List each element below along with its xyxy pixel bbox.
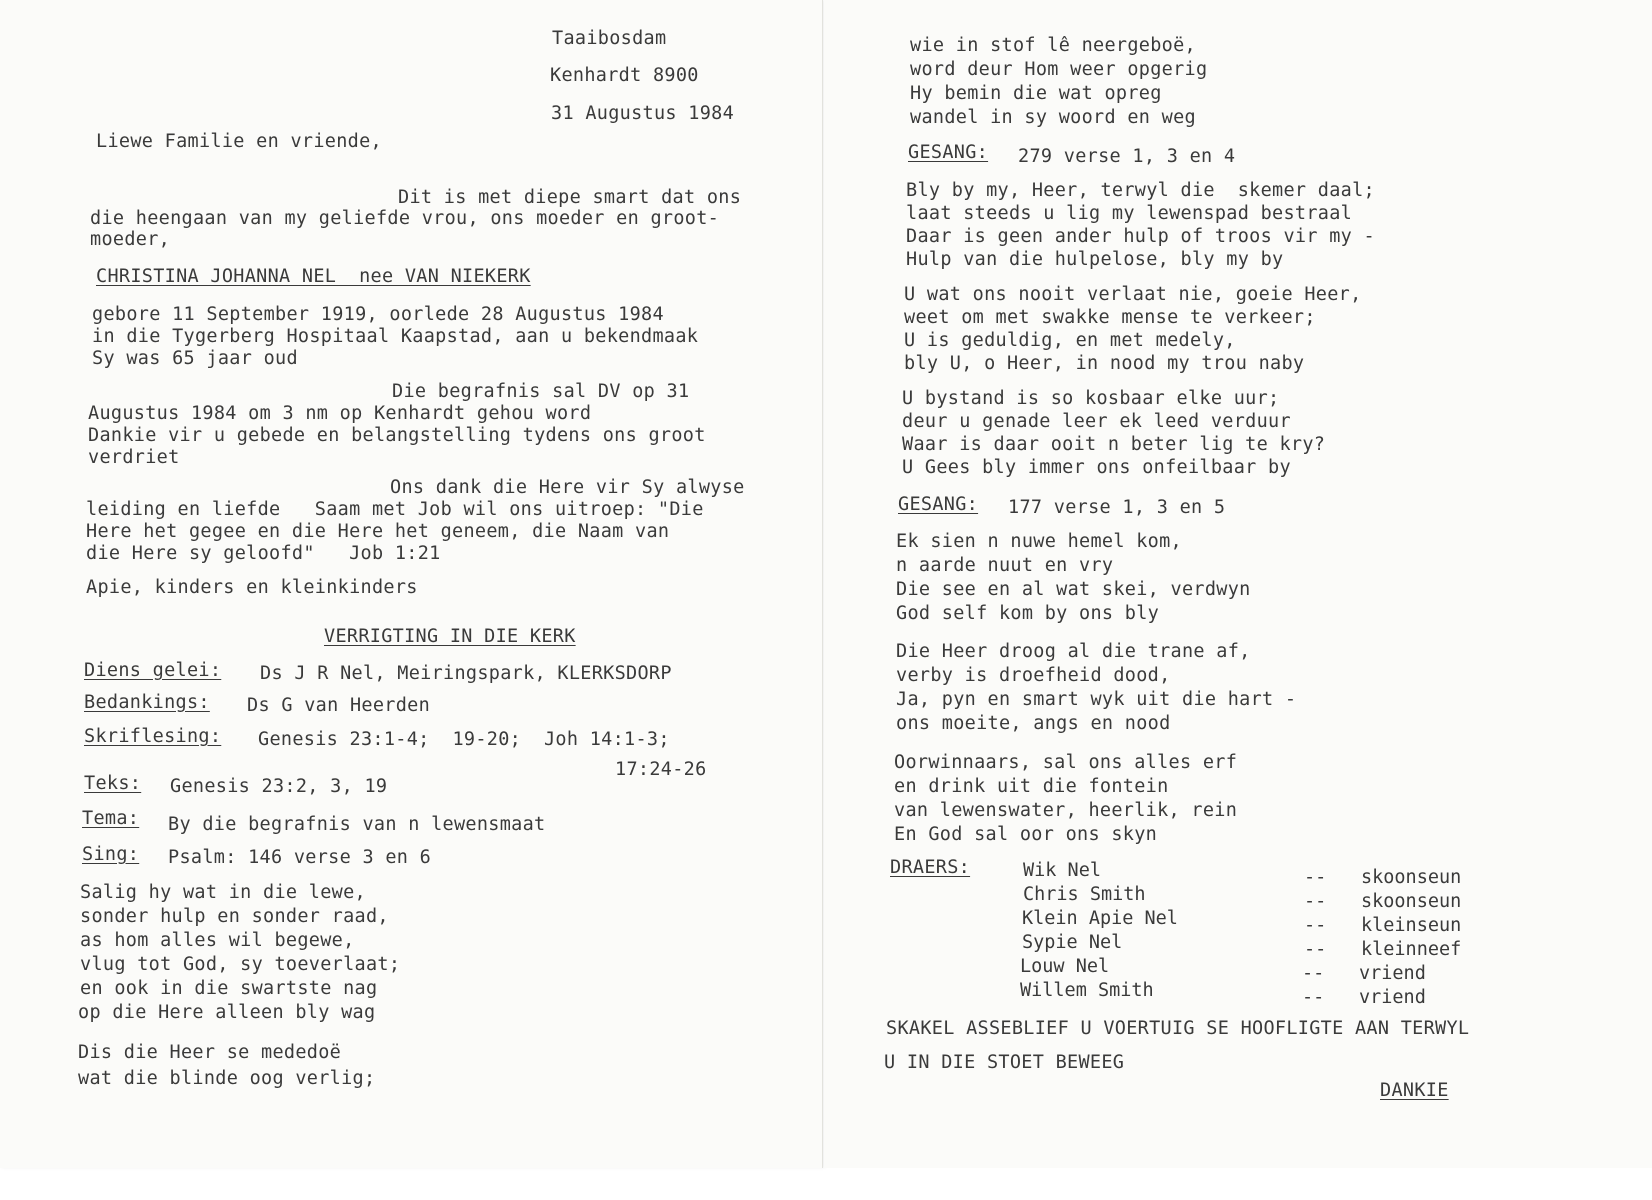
reading-value: Genesis 23:1-4; 19-20; Joh 14:1-3; [258,729,670,750]
psalm-cont-line-2: word deur Hom weer opgerig [910,59,1208,80]
psalm-line-7: Dis die Heer se mededoë [78,1042,342,1063]
thanks-value: Ds G van Heerden [247,695,431,716]
psalm-line-3: as hom alles wil begewe, [80,930,355,951]
g1-s1-line-1: Bly by my, Heer, terwyl die skemer daal; [906,180,1375,201]
bearer-name: Klein Apie Nel [1022,908,1178,929]
details-line-3: Sy was 65 jaar oud [92,348,298,369]
g2-s3-line-4: En God sal oor ons skyn [894,824,1158,845]
deceased-name: CHRISTINA JOHANNA NEL nee VAN NIEKERK [96,266,531,287]
intro-line-2: die heengaan van my geliefde vrou, ons moeder en groot- [90,208,720,229]
address-line-1: Taaibosdam [552,28,667,49]
g1-s2-line-3: U is geduldig, en met medely, [904,330,1236,351]
bearer-dash: -- [1304,891,1327,912]
psalm-line-8: wat die blinde oog verlig; [78,1068,376,1089]
bearer-relation: kleinneef [1361,939,1462,960]
funeral-line-2: Augustus 1984 om 3 nm op Kenhardt gehou word [88,403,592,424]
g1-s2-line-1: U wat ons nooit verlaat nie, goeie Heer, [904,284,1362,305]
left-page [0,0,823,1168]
service-heading: VERRIGTING IN DIE KERK [324,626,576,647]
theme-label: Tema: [82,808,140,829]
bearer-dash: -- [1304,915,1327,936]
g2-s2-line-3: Ja, pyn en smart wyk uit die hart - [896,689,1297,710]
g1-s2-line-4: bly U, o Heer, in nood my trou naby [904,353,1305,374]
leader-label: Diens gelei: [84,660,222,681]
g2-s3-line-1: Oorwinnaars, sal ons alles erf [894,752,1238,773]
bearer-dash: -- [1302,963,1325,984]
g2-s1-line-3: Die see en al wat skei, verdwyn [896,579,1251,600]
funeral-line-3: Dankie vir u gebede en belangstelling tydens ons groot [88,425,706,446]
address-line-2: Kenhardt 8900 [550,65,699,86]
g1-s3-line-1: U bystand is so kosbaar elke uur; [902,388,1280,409]
bearer-name: Willem Smith [1020,980,1154,1001]
sing-value: Psalm: 146 verse 3 en 6 [168,847,432,868]
greeting: Liewe Familie en vriende, [96,131,382,152]
psalm-line-5: en ook in die swartste nag [80,978,378,999]
g2-s1-line-2: n aarde nuut en vry [896,555,1114,576]
psalm-line-4: vlug tot God, sy toeverlaat; [80,954,401,975]
gesang2-label: GESANG: [898,494,979,515]
leader-value: Ds J R Nel, Meiringspark, KLERKSDORP [260,663,672,684]
g1-s3-line-3: Waar is daar ooit n beter lig te kry? [902,434,1326,455]
g1-s1-line-4: Hulp van die hulpelose, bly my by [906,249,1284,270]
reading-value-2: 17:24-26 [615,759,707,780]
psalm-cont-line-1: wie in stof lê neergeboë, [910,35,1196,56]
reading-label: Skriflesing: [84,726,222,747]
g2-s2-line-4: ons moeite, angs en nood [896,713,1171,734]
funeral-line-1: Die begrafnis sal DV op 31 [392,381,690,402]
notice-line-2: U IN DIE STOET BEWEEG [884,1052,1125,1073]
bearer-dash: -- [1304,939,1327,960]
gesang1-value: 279 verse 1, 3 en 4 [1018,146,1236,167]
g1-s1-line-3: Daar is geen ander hulp of troos vir my - [906,226,1375,247]
thanks-line-1: Ons dank die Here vir Sy alwyse [390,477,745,498]
g1-s3-line-4: U Gees bly immer ons onfeilbaar by [902,457,1291,478]
right-page [824,0,1652,1168]
details-line-1: gebore 11 September 1919, oorlede 28 Augustus 1984 [92,304,664,325]
psalm-line-2: sonder hulp en sonder raad, [80,906,389,927]
g2-s1-line-1: Ek sien n nuwe hemel kom, [896,531,1182,552]
bearer-dash: -- [1304,867,1327,888]
text-label: Teks: [84,773,142,794]
g1-s3-line-2: deur u genade leer ek leed verduur [902,411,1291,432]
g1-s1-line-2: laat steeds u lig my lewenspad bestraal [906,203,1353,224]
psalm-cont-line-3: Hy bemin die wat opreg [910,83,1162,104]
bearer-name: Chris Smith [1023,884,1146,905]
bearer-relation: vriend [1359,987,1426,1008]
bearer-name: Sypie Nel [1022,932,1123,953]
bearer-dash: -- [1302,987,1325,1008]
bearer-name: Louw Nel [1020,956,1110,977]
bearer-relation: kleinseun [1361,915,1462,936]
psalm-cont-line-4: wandel in sy woord en weg [910,107,1196,128]
g2-s2-line-1: Die Heer droog al die trane af, [896,641,1251,662]
intro-line-3: moeder, [90,229,171,250]
notice-line-1: SKAKEL ASSEBLIEF U VOERTUIG SE HOOFLIGTE AAN TERWYL [886,1018,1470,1039]
signoff: Apie, kinders en kleinkinders [86,577,418,598]
thanks-label: Bedankings: [84,692,210,713]
text-value: Genesis 23:2, 3, 19 [170,776,388,797]
psalm-line-6: op die Here alleen bly wag [78,1002,376,1023]
gesang2-value: 177 verse 1, 3 en 5 [1008,497,1226,518]
details-line-2: in die Tygerberg Hospitaal Kaapstad, aan u bekendmaak [92,326,699,347]
funeral-line-4: verdriet [88,447,180,468]
psalm-line-1: Salig hy wat in die lewe, [80,882,366,903]
sing-label: Sing: [82,844,140,865]
bearer-relation: skoonseun [1361,891,1462,912]
g2-s1-line-4: God self kom by ons bly [896,603,1160,624]
intro-line-1: Dit is met diepe smart dat ons [398,187,742,208]
g2-s3-line-3: van lewenswater, heerlik, rein [894,800,1238,821]
thanks-line-3: Here het gegee en die Here het geneem, die Naam van [86,521,670,542]
bearer-relation: vriend [1359,963,1426,984]
gesang1-label: GESANG: [908,142,989,163]
bearer-name: Wik Nel [1023,860,1101,881]
thanks-line-4: die Here sy geloofd" Job 1:21 [86,543,441,564]
closing-thanks: DANKIE [1380,1080,1449,1101]
g2-s2-line-2: verby is droefheid dood, [896,665,1171,686]
g2-s3-line-2: en drink uit die fontein [894,776,1169,797]
bearer-relation: skoonseun [1361,867,1462,888]
g1-s2-line-2: weet om met swakke mense te verkeer; [904,307,1316,328]
letter-date: 31 Augustus 1984 [551,103,735,124]
bearers-label: DRAERS: [890,857,971,878]
theme-value: By die begrafnis van n lewensmaat [168,814,546,835]
thanks-line-2: leiding en liefde Saam met Job wil ons uitroep: "Die [86,499,704,520]
